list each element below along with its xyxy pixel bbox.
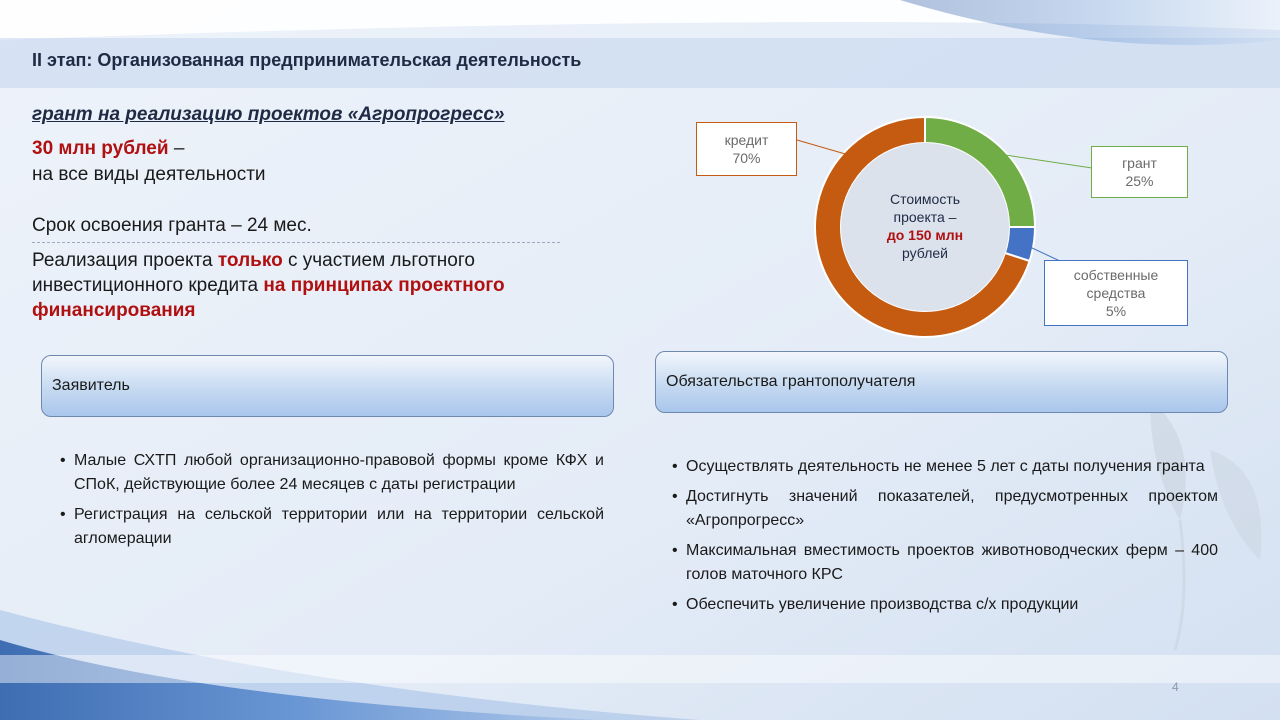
obligations-list	[672, 455, 1218, 623]
leader-grant	[985, 152, 1092, 168]
emphasis-only: только	[217, 250, 283, 271]
callout-own-funds-percent: 5%	[1105, 303, 1127, 319]
list-item: • Достигнуть значений показателей, предусмотренных проектом «Агропрогресс»	[672, 485, 1218, 533]
leader-credit	[797, 140, 866, 160]
callout-grant-label: грант	[1122, 155, 1157, 171]
callout-credit	[696, 122, 797, 176]
callout-credit-percent: 70%	[732, 150, 761, 166]
slide-title: II этап: Организованная предпринимательская деятельность	[32, 50, 582, 70]
list-item: • Регистрация на сельской территории или на территории сельской агломерации	[60, 503, 604, 551]
grant-amount-desc: на все виды деятельности	[32, 164, 266, 185]
callout-own-funds: собственные средства 5%	[1044, 260, 1188, 326]
implementation-line-2: инвестиционного кредита на принципах проектного	[32, 275, 505, 296]
applicant-header-box	[41, 355, 614, 417]
list-item: • Обеспечить увеличение производства с/х продукции	[672, 593, 1218, 617]
grant-term: Срок освоения гранта – 24 мес.	[32, 215, 312, 236]
list-item: • Максимальная вместимость проектов животноводческих ферм – 400 голов маточного КРС	[672, 539, 1218, 587]
callout-grant	[1091, 146, 1188, 198]
obligations-header: Обязательства грантополучателя	[666, 373, 916, 390]
page-number: 4	[1172, 680, 1179, 694]
implementation-line-1: Реализация проекта только с участием льготного	[32, 250, 475, 271]
applicant-header: Заявитель	[52, 377, 130, 394]
grant-amount: 30 млн рублей	[32, 138, 169, 159]
list-item: • Осуществлять деятельность не менее 5 лет с даты получения гранта	[672, 455, 1218, 479]
callout-grant-percent: 25%	[1125, 173, 1154, 189]
callout-credit-label: кредит	[724, 132, 769, 148]
grant-amount-dash: –	[168, 138, 185, 159]
emphasis-principles: на принципах проектного	[263, 275, 505, 296]
implementation-line-3: финансирования	[32, 300, 196, 321]
list-item: • Малые СХТП любой организационно-правовой формы кроме КФХ и СПоК, действующие более 24 месяцев с даты регистрации	[60, 449, 604, 497]
applicant-list	[60, 449, 604, 557]
obligations-header-box	[655, 351, 1228, 413]
grant-title: грант на реализацию проектов «Агропрогресс»	[32, 104, 505, 125]
donut-center-label: Стоимость проекта – до 150 млн рублей	[886, 191, 964, 261]
